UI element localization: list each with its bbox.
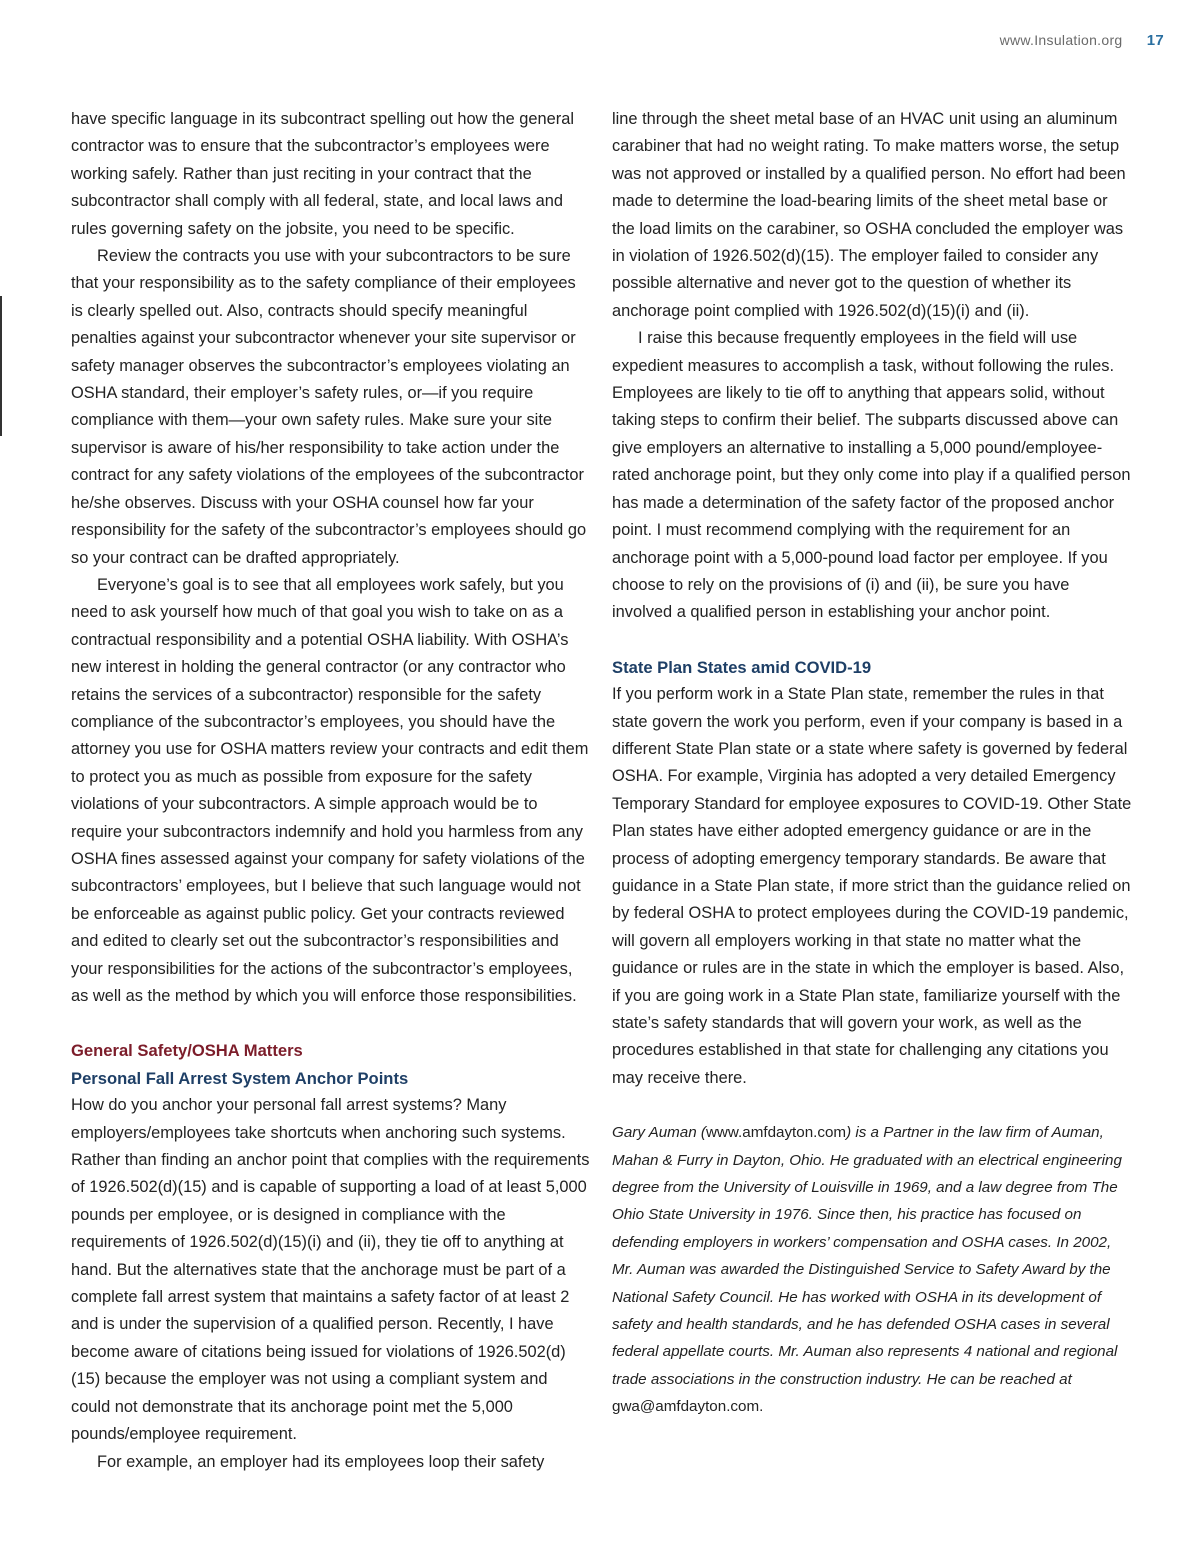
section-heading: General Safety/OSHA Matters (71, 1041, 303, 1061)
left-column (71, 106, 591, 1476)
page-number: 17 (1146, 32, 1164, 49)
paragraph: If you perform work in a State Plan state, remember the rules in that state govern the work you perform, even if your company is based in a different State Plan state or a state where safety is governed by federal OSHA. For example, Virginia has adopted a very detailed Emergency Temporary Standard for employee exposures to COVID-19. Other State Plan states have either adopted emergency guidance or are in the process of adopting emergency temporary standards. Be aware that guidance in a State Plan state, if more strict than the guidance relied on by federal OSHA to protect employees during the COVID-19 pandemic, will govern all employers working in that state no matter what the guidance or rules are in the state in which the employer is based. Also, if you are going work in a State Plan state, familiarize yourself with the state’s safety standards that will govern your work, as well as the procedures established in that state for challenging any citations you may receive there. (612, 685, 1132, 1087)
author-bio (612, 1119, 1132, 1420)
subsection-heading: Personal Fall Arrest System Anchor Points (71, 1068, 409, 1088)
bio-text: ) is a Partner in the law firm of Auman, Mahan & Furry in Dayton, Ohio. He graduated with an electrical engineering degree from the University of Louisville in 1969, and a law degree from The Ohio State University in 1976. Since then, his practice has focused on defending employers in workers’ compensation and OSHA cases. In 2002, Mr. Auman was awarded the Distinguished Service to Safety Award by the National Safety Council. He has worked with OSHA in its development of safety and health standards, and he has defended OSHA cases in several federal appellate courts. Mr. Auman also represents 4 national and regional trade associations in the construction industry. He can be reached at (612, 1124, 1122, 1388)
paragraph: For example, an employer had its employees loop their safety (97, 1452, 545, 1471)
bio-end: . (759, 1398, 764, 1416)
paragraph: Everyone’s goal is to see that all employees work safely, but you need to ask yourself how much of that goal you wish to take on as a contractual responsibility and a potential OSHA liability. With OSHA’s new interest in holding the general contractor (or any contractor who retains the services of a subcontractor) responsible for the safety compliance of the subcontractor’s employees, you should have the attorney you use for OSHA matters review your contracts and edit them to protect you as much as possible from exposure for the safety violations of your subcontractors. A simple approach would be to require your subcontractors indemnify and hold you harmless from any OSHA fines assessed against your company for safety violations of the subcontractors’ employees, but I believe that such language would not be enforceable as against public policy. Get your contracts reviewed and edited to clearly set out the subcontractor’s responsibilities and your responsibilities for the actions of the subcontractor’s employees, as well as the method by which you will enforce those responsibilities. (71, 575, 589, 1005)
paragraph: I raise this because frequently employees in the field will use expedient measures to accomplish a task, without following the rules. Employees are likely to tie off to anything that appears solid, without taking steps to confirm their belief. The subparts discussed above can give employers an alternative to installing a 5,000 pound/employee-rated anchorage point, but they only come into play if a qualified person has made a determination of the safety factor of the proposed anchor point. I must recommend complying with the requirement for an anchorage point with a 5,000-pound load factor per employee. If you choose to rely on the provisions of (i) and (ii), be sure you have involved a qualified person in establishing your anchor point. (612, 329, 1131, 622)
paragraph: have specific language in its subcontract spelling out how the general contractor was to ensure that the subcontractor’s employees were working safely. Rather than just reciting in your contract that the subcontractor shall comply with all federal, state, and local laws and rules governing safety on the jobsite, you need to be specific. (71, 110, 574, 238)
paragraph: line through the sheet metal base of an HVAC unit using an aluminum carabiner that had no weight rating. To make matters worse, the setup was not approved or installed by a qualified person. No effort had been made to determine the load-bearing limits of the sheet metal base or the load limits on the carabiner, so OSHA concluded the employer was in violation of 1926.502(d)(15). The employer failed to consider any possible alternative and never got to the question of whether its anchorage point complied with 1926.502(d)(15)(i) and (ii). (612, 110, 1126, 320)
margin-marker (0, 296, 2, 436)
bio-website-link[interactable]: www.amfdayton.com (705, 1124, 847, 1142)
right-column (612, 106, 1132, 1421)
bio-name: Gary Auman ( (612, 1124, 706, 1142)
bio-email-link[interactable]: gwa@amfdayton.com (612, 1398, 760, 1416)
section-heading: State Plan States amid COVID-19 (612, 657, 872, 677)
page-header (1000, 32, 1164, 49)
website-link[interactable]: www.Insulation.org (999, 32, 1123, 48)
paragraph: How do you anchor your personal fall arrest systems? Many employers/employees take shortcuts when anchoring such systems. Rather than finding an anchor point that complies with the requirements of 1926.502(d)(15) and is capable of supporting a load of at least 5,000 pounds per employee, or is designed in compliance with the requirements of 1926.502(d)(15)(i) and (ii), they tie off to anything at hand. But the alternatives state that the anchorage must be part of a complete fall arrest system that maintains a safety factor of at least 2 and is under the supervision of a qualified person. Recently, I have become aware of citations being issued for violations of 1926.502(d)(15) because the employer was not using a compliant system and could not demonstrate that its anchorage point met the 5,000 pounds/employee requirement. (71, 1096, 590, 1444)
paragraph: Review the contracts you use with your subcontractors to be sure that your responsibility as to the safety compliance of their employees is clearly spelled out. Also, contracts should specify meaningful penalties against your subcontractor whenever your site supervisor or safety manager observes the subcontractor’s employees violating an OSHA standard, their employer’s safety rules, or—if you require compliance with them—your own safety rules. Make sure your site supervisor is aware of his/her responsibility to take action under the contract for any safety violations of the employees of the subcontractor he/she observes. Discuss with your OSHA counsel how far your responsibility for the safety of the subcontractor’s employees should go so your contract can be drafted appropriately. (71, 247, 587, 567)
